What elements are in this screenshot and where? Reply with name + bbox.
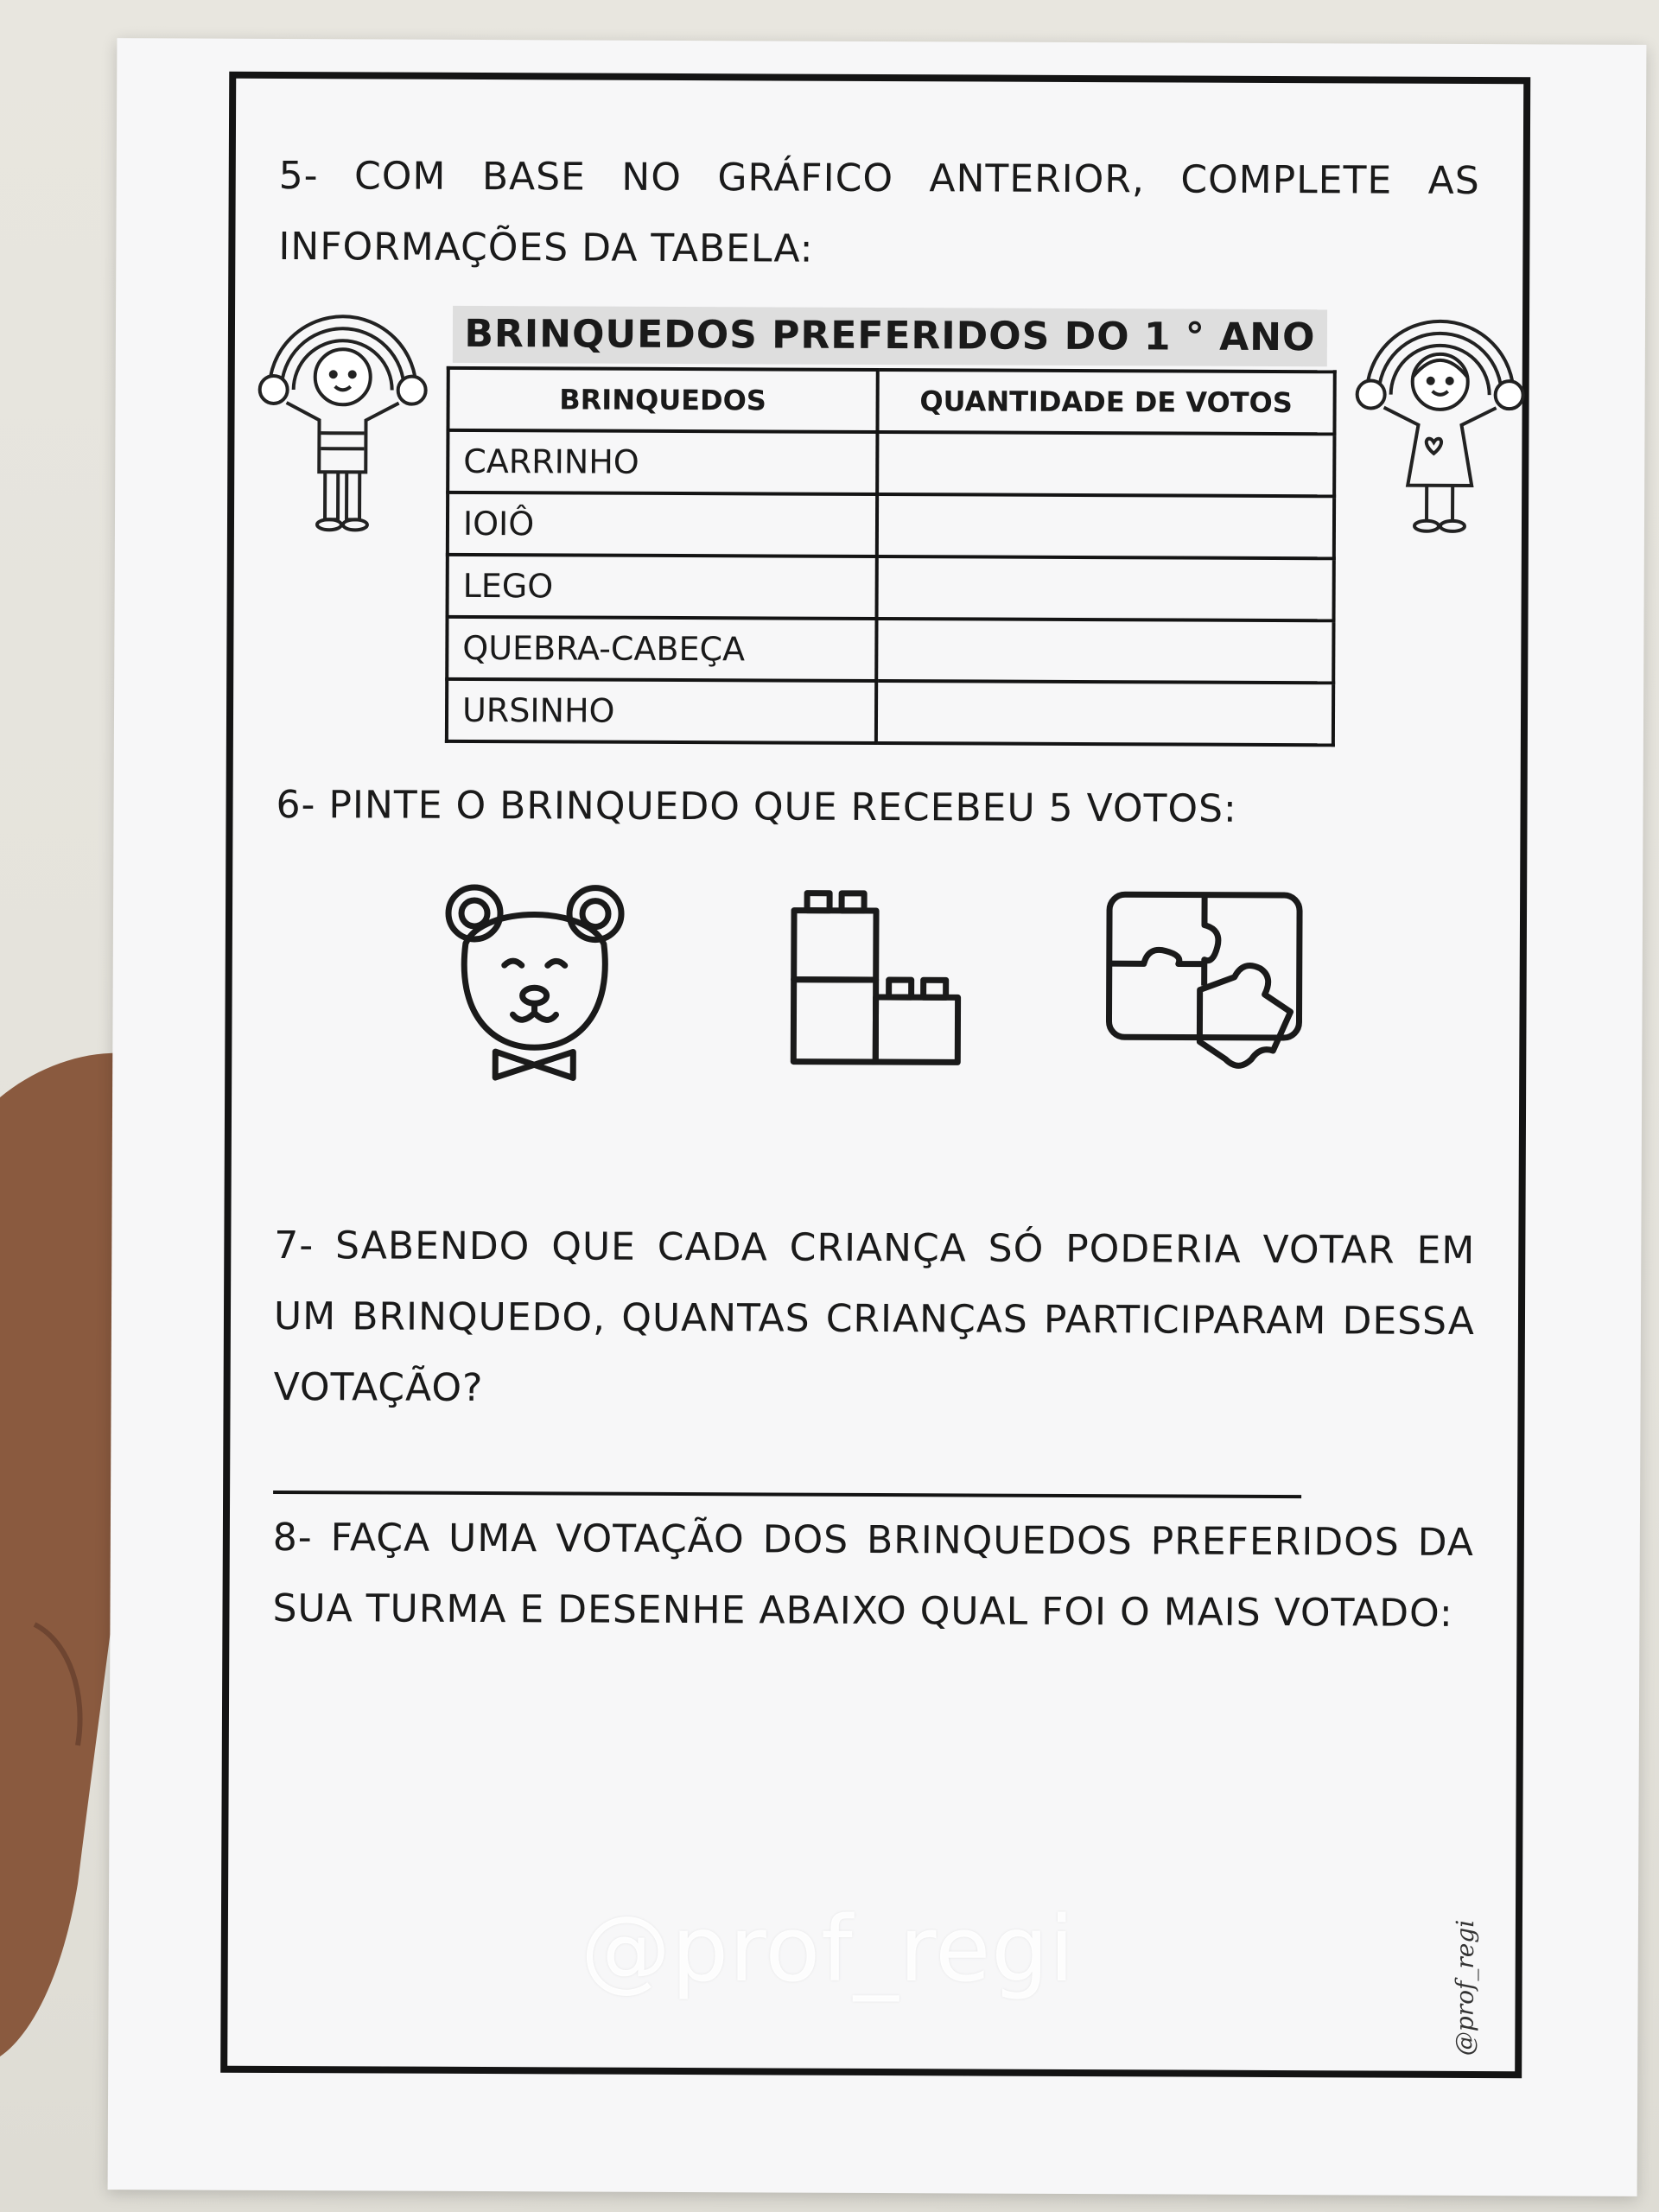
votes-cell[interactable]: [877, 432, 1334, 496]
question-7-text: 7- SABENDO QUE CADA CRIANÇA SÓ PODERIA VOTAR EM UM BRINQUEDO, QUANTAS CRIANÇAS PARTICIPARAM DESSA VOTAÇÃO?: [273, 1223, 1476, 1411]
votes-table: [445, 366, 1337, 747]
toy-name-cell: IOIÔ: [448, 493, 877, 556]
toy-name-cell: URSINHO: [447, 679, 876, 743]
lego-blocks-icon[interactable]: [767, 875, 976, 1084]
votes-cell[interactable]: [877, 556, 1334, 620]
author-signature: @prof_regi: [1450, 1919, 1479, 2056]
table-row: [448, 555, 1334, 620]
puzzle-icon[interactable]: [1096, 877, 1313, 1085]
question-6: 6- PINTE O BRINQUEDO QUE RECEBEU 5 VOTOS:: [276, 782, 1237, 831]
answer-line[interactable]: [273, 1447, 1301, 1498]
table-row: [448, 493, 1334, 558]
votes-cell[interactable]: [877, 494, 1334, 558]
boy-rainbow-icon: [251, 295, 434, 537]
votes-cell[interactable]: [876, 681, 1333, 745]
toy-name-cell: QUEBRA-CABEÇA: [447, 617, 876, 681]
watermark-text: @prof_regi: [581, 1897, 1076, 2002]
question-7: [273, 1211, 1475, 1499]
teddy-bear-icon[interactable]: [430, 874, 639, 1083]
question-8: 8- FAÇA UMA VOTAÇÃO DOS BRINQUEDOS PREFERIDOS DA SUA TURMA E DESENHE ABAIXO QUAL FOI O MAIS VOTADO:: [272, 1515, 1474, 1636]
worksheet-paper: [108, 38, 1647, 2196]
header-quantidade: QUANTIDADE DE VOTOS: [877, 370, 1334, 434]
question-5: 5- COM BASE NO GRÁFICO ANTERIOR, COMPLETE AS INFORMAÇÕES DA TABELA:: [278, 153, 1480, 271]
table-title: BRINQUEDOS PREFERIDOS DO 1 ° ANO: [453, 306, 1327, 366]
table-row: [447, 617, 1333, 683]
toy-name-cell: LEGO: [448, 555, 877, 619]
toy-name-cell: CARRINHO: [448, 430, 877, 494]
worksheet-border: [220, 72, 1530, 2079]
table-row: [448, 430, 1334, 496]
girl-rainbow-icon: [1349, 299, 1531, 542]
table-row: [447, 679, 1333, 745]
header-brinquedos: BRINQUEDOS: [448, 368, 877, 432]
votes-cell[interactable]: [876, 619, 1333, 683]
toys-row: [232, 874, 1520, 1103]
